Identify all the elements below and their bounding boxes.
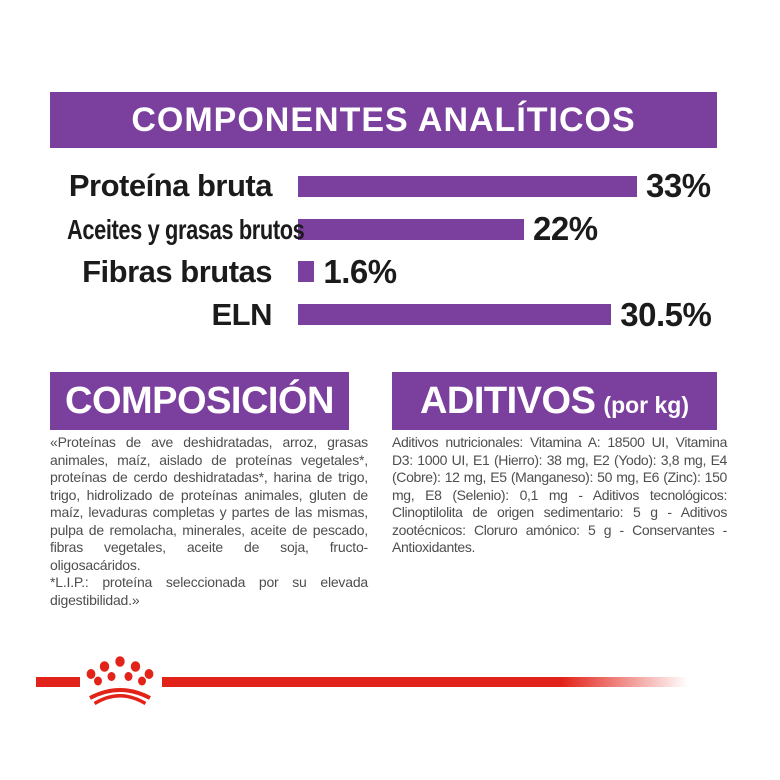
analytical-components-chart bbox=[0, 165, 780, 336]
chart-bar bbox=[298, 261, 314, 282]
analytical-components-title: COMPONENTES ANALÍTICOS bbox=[131, 100, 636, 139]
chart-value: 30.5% bbox=[620, 295, 712, 333]
chart-bar bbox=[298, 304, 611, 325]
composition-header bbox=[50, 372, 349, 430]
analytical-components-header bbox=[50, 92, 717, 148]
composition-title: COMPOSICIÓN bbox=[65, 380, 334, 422]
composition-footnote: *L.I.P.: proteína seleccionada por su elevada digestibilidad.» bbox=[50, 574, 368, 608]
composition-text: «Proteínas de ave deshidratadas, arroz, grasas animales, maíz, aislado de proteínas vegetales*, proteínas de cerdo deshidratadas*, harina de trigo, trigo, hidrolizado de proteínas animales, gluten de maíz, levaduras completas y partes de las mismas, pulpa de remolacha, minerales, aceite de pescado, fibras vegetales, aceite de soja, fructo-oligosacáridos. bbox=[50, 434, 368, 573]
chart-row-fibras-brutas bbox=[0, 251, 780, 294]
additives-title: ADITIVOS bbox=[419, 380, 596, 422]
chart-value: 33% bbox=[646, 167, 711, 205]
chart-label-text: Fibras brutas bbox=[82, 253, 272, 289]
chart-label bbox=[0, 168, 272, 204]
chart-label bbox=[0, 254, 272, 290]
chart-row-eln bbox=[0, 293, 780, 336]
chart-row-proteina-bruta bbox=[0, 165, 780, 208]
red-line-left-segment bbox=[36, 677, 80, 687]
additives-text: Aditivos nutricionales: Vitamina A: 18500 UI, Vitamina D3: 1000 UI, E1 (Hierro): 38 mg, E2 (Yodo): 3,8 mg, E4 (Cobre): 12 mg, E5 (Manganeso): 50 mg, E6 (Zinc): 150 mg, E8 (Selenio): 0,1 mg - Aditivos tecnológicos: Clinoptilolita de origen sedimentario: 5 g - Aditivos zootécnicos: Cloruro amónico: 5 g - Conservantes - Antioxidantes. bbox=[392, 434, 727, 555]
chart-label bbox=[0, 211, 305, 247]
red-line-fading bbox=[162, 677, 688, 687]
composition-body bbox=[50, 434, 368, 609]
chart-label-text: Aceites y grasas brutos bbox=[66, 214, 305, 246]
chart-value: 22% bbox=[533, 210, 598, 248]
chart-label-text: ELN bbox=[211, 296, 272, 332]
chart-bar bbox=[298, 176, 637, 197]
chart-value: 1.6% bbox=[323, 252, 397, 290]
chart-label bbox=[0, 297, 272, 333]
additives-header bbox=[392, 372, 717, 430]
chart-bar bbox=[298, 219, 524, 240]
royal-canin-crown-icon bbox=[82, 654, 158, 706]
additives-title-suffix: (por kg) bbox=[603, 392, 690, 418]
chart-row-aceites-grasas bbox=[0, 208, 780, 251]
chart-label-text: Proteína bruta bbox=[68, 168, 272, 204]
additives-body bbox=[392, 434, 727, 557]
